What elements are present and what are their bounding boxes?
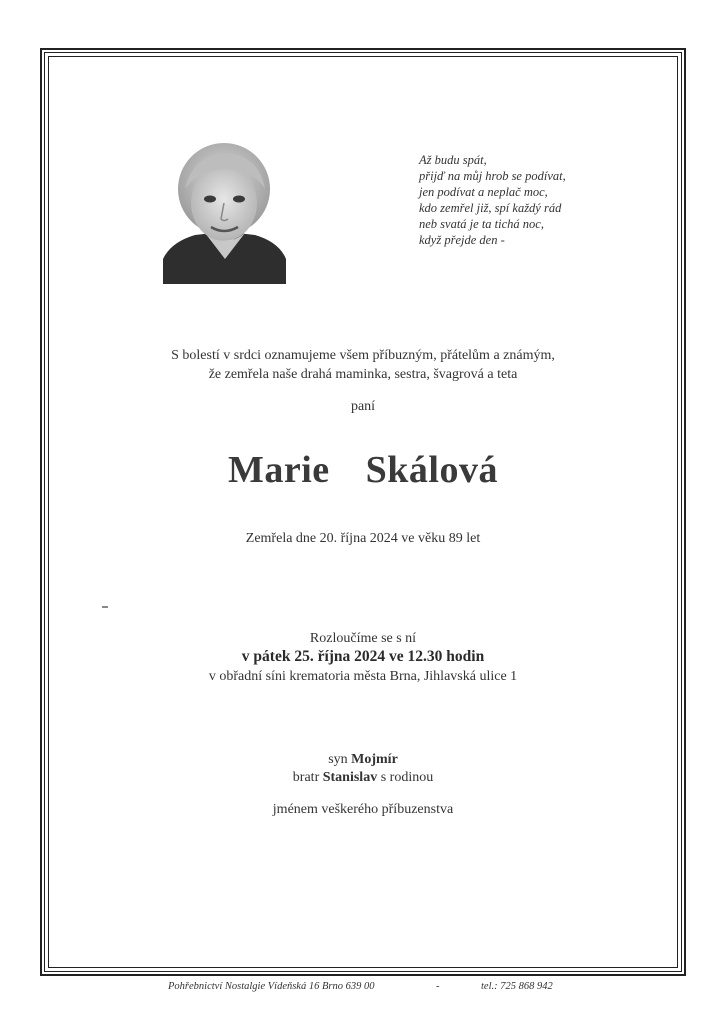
brother-name: Stanislav <box>322 770 378 785</box>
brother-prefix: bratr <box>292 770 320 785</box>
poem-line: když přejde den - <box>419 233 505 247</box>
mourners-closing: jménem veškerého příbuzenstva <box>272 802 454 817</box>
farewell-place: v obřadní síni krematoria města Brna, Jihlavská ulice 1 <box>208 669 518 684</box>
portrait-photo <box>163 137 286 284</box>
son-name: Mojmír <box>351 752 398 767</box>
footer-company: Pohřebnictví Nostalgie Vídeňská 16 Brno 639 00 <box>168 981 375 992</box>
poem-line: jen podívat a neplač moc, <box>419 185 548 199</box>
announcement-title: paní <box>350 399 376 414</box>
death-info: Zemřela dne 20. října 2024 ve věku 89 let <box>245 531 481 546</box>
poem <box>419 152 639 248</box>
mourner-brother <box>48 769 678 787</box>
poem-line: kdo zemřel již, spí každý rád <box>419 201 562 215</box>
poem-line: přijď na můj hrob se podívat, <box>419 169 566 183</box>
son-prefix: syn <box>328 752 348 767</box>
farewell-datetime: v pátek 25. října 2024 ve 12.30 hodin <box>241 648 485 665</box>
deceased-name: Marie Skálová <box>228 449 498 491</box>
poem-line: neb svatá je ta tichá noc, <box>419 217 544 231</box>
farewell-intro: Rozloučíme se s ní <box>309 631 417 646</box>
footer-separator: - <box>436 981 440 992</box>
announcement-line-2: že zemřela naše drahá maminka, sestra, švagrová a teta <box>208 367 518 382</box>
scan-speck <box>102 606 108 608</box>
brother-suffix: s rodinou <box>380 770 434 785</box>
footer-phone: tel.: 725 868 942 <box>481 981 553 992</box>
announcement-line-1: S bolestí v srdci oznamujeme všem příbuzným, přátelům a známým, <box>171 348 555 363</box>
mourner-son <box>48 751 678 769</box>
poem-line: Až budu spát, <box>419 153 487 167</box>
